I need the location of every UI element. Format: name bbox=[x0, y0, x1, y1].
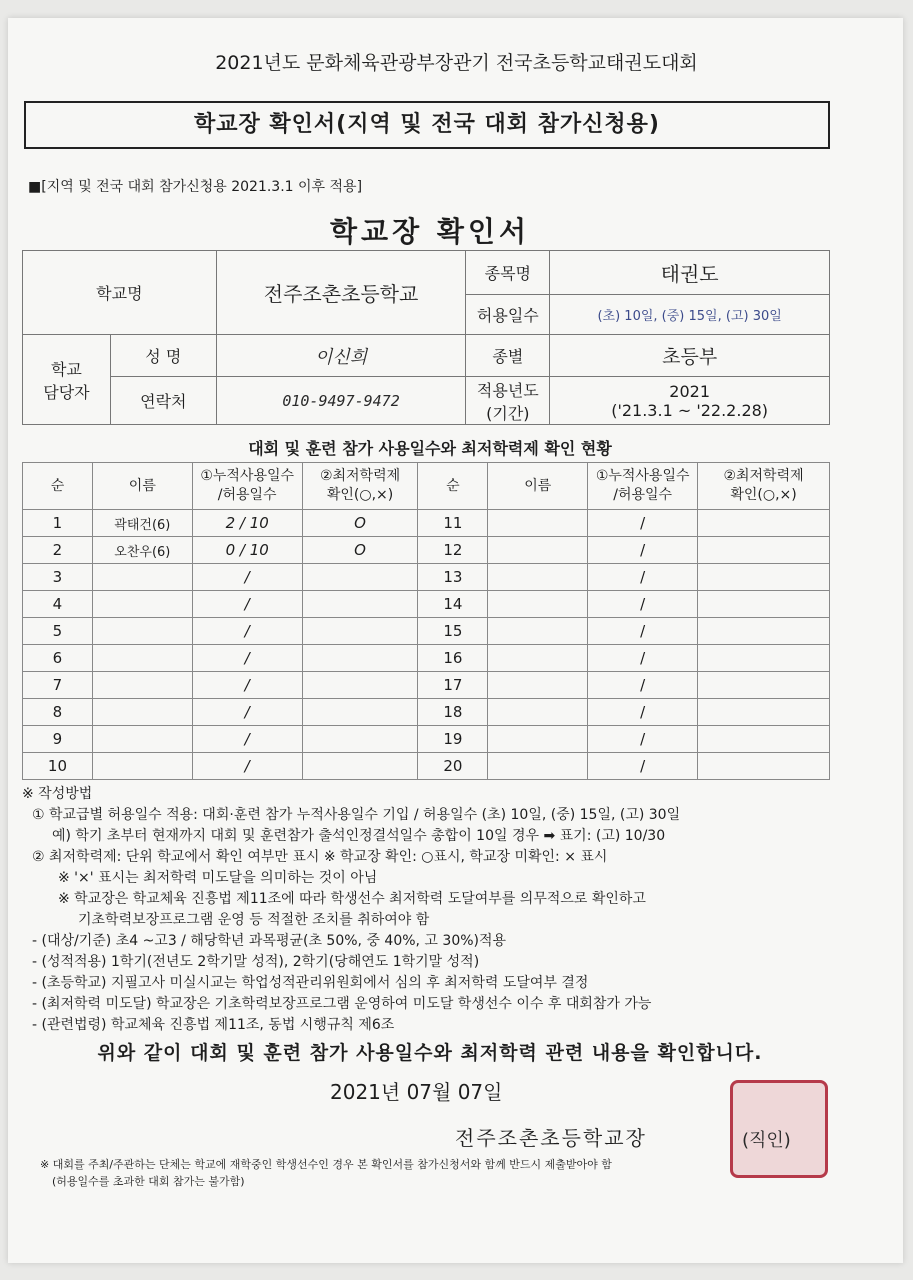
table-row bbox=[23, 537, 830, 564]
school-value: 전주조촌초등학교 bbox=[216, 251, 466, 335]
row-edu-2 bbox=[698, 699, 830, 726]
row-name: 곽태건(6) bbox=[92, 510, 192, 537]
row-seq-2: 16 bbox=[418, 645, 488, 672]
name-value: 이신희 bbox=[216, 335, 466, 377]
row-seq-2: 14 bbox=[418, 591, 488, 618]
row-name-2 bbox=[488, 645, 588, 672]
note-line: - (성적적용) 1학기(전년도 2학기말 성적), 2학기(당해연도 1학기말 성적) bbox=[32, 954, 480, 970]
row-edu-2 bbox=[698, 510, 830, 537]
principal-name: 전주조촌초등학교장 bbox=[455, 1126, 647, 1150]
note-line: - (최저학력 미도달) 학교장은 기초학력보장프로그램 운영하여 미도달 학생선수 이수 후 대회참가 가능 bbox=[32, 996, 652, 1012]
division-label: 종별 bbox=[466, 335, 550, 377]
table-row bbox=[23, 618, 830, 645]
row-name-2 bbox=[488, 618, 588, 645]
row-days-2: / bbox=[588, 618, 698, 645]
row-seq: 8 bbox=[23, 699, 93, 726]
name-label: 성 명 bbox=[110, 335, 216, 377]
confirmation-statement: 위와 같이 대회 및 훈련 참가 사용일수와 최저학력 관련 내용을 확인합니다. bbox=[97, 1042, 763, 1064]
writing-instructions bbox=[22, 784, 842, 1036]
row-days-2: / bbox=[588, 753, 698, 780]
row-edu bbox=[302, 726, 418, 753]
row-name bbox=[92, 726, 192, 753]
row-edu bbox=[302, 564, 418, 591]
row-days: 0 / 10 bbox=[192, 537, 302, 564]
row-edu-2 bbox=[698, 591, 830, 618]
row-days: / bbox=[192, 672, 302, 699]
row-days: / bbox=[192, 726, 302, 753]
row-name bbox=[92, 672, 192, 699]
row-name-2 bbox=[488, 699, 588, 726]
footer-note: ※ 대회를 주최/주관하는 단체는 학교에 재학중인 학생선수인 경우 본 확인서를 참가신청서와 함께 반드시 제출받아야 함 (허용일수를 초과한 대회 참가는 불가함) bbox=[40, 1158, 612, 1188]
note-line: - (관련법령) 학교체육 진흥법 제11조, 동법 시행규칙 제6조 bbox=[32, 1017, 395, 1033]
note-line: ② 최저학력제: 단위 학교에서 확인 여부만 표시 ※ 학교장 확인: ○표시, 학교장 미확인: × 표시 bbox=[32, 849, 608, 865]
table-row bbox=[23, 510, 830, 537]
row-edu-2 bbox=[698, 564, 830, 591]
header-seq-2: 순 bbox=[418, 463, 488, 510]
row-name bbox=[92, 753, 192, 780]
sport-value: 태권도 bbox=[550, 251, 830, 295]
note-line: ※ 작성방법 bbox=[22, 786, 93, 802]
division-value: 초등부 bbox=[550, 335, 830, 377]
row-edu bbox=[302, 645, 418, 672]
row-seq-2: 11 bbox=[418, 510, 488, 537]
header-name: 이름 bbox=[92, 463, 192, 510]
row-days: / bbox=[192, 564, 302, 591]
contact-label: 연락처 bbox=[110, 377, 216, 425]
row-days-2: / bbox=[588, 699, 698, 726]
seal-label: (직인) bbox=[742, 1130, 791, 1151]
row-seq: 3 bbox=[23, 564, 93, 591]
row-name: 오찬우(6) bbox=[92, 537, 192, 564]
row-days-2: / bbox=[588, 591, 698, 618]
row-days-2: / bbox=[588, 564, 698, 591]
row-days: / bbox=[192, 645, 302, 672]
row-seq: 5 bbox=[23, 618, 93, 645]
title-box: 학교장 확인서(지역 및 전국 대회 참가신청용) bbox=[24, 101, 830, 149]
table-row bbox=[23, 726, 830, 753]
row-days: / bbox=[192, 618, 302, 645]
competition-title: 2021년도 문화체육관광부장관기 전국초등학교태권도대회 bbox=[215, 52, 698, 74]
note-line: 기초학력보장프로그램 운영 등 적절한 조치를 취하여야 함 bbox=[78, 912, 430, 928]
row-edu bbox=[302, 591, 418, 618]
row-days: / bbox=[192, 699, 302, 726]
note-line: - (초등학교) 지필고사 미실시교는 학업성적관리위원회에서 심의 후 최저학력 도달여부 결정 bbox=[32, 975, 589, 991]
row-days-2: / bbox=[588, 672, 698, 699]
row-days: / bbox=[192, 591, 302, 618]
row-seq-2: 17 bbox=[418, 672, 488, 699]
note-line: - (대상/기준) 초4 ~고3 / 해당학년 과목평균(초 50%, 중 40%, 고 30%)적용 bbox=[32, 933, 507, 949]
row-name bbox=[92, 618, 192, 645]
row-days-2: / bbox=[588, 726, 698, 753]
row-name bbox=[92, 564, 192, 591]
row-seq: 4 bbox=[23, 591, 93, 618]
row-edu: O bbox=[302, 510, 418, 537]
row-days-2: / bbox=[588, 510, 698, 537]
school-label: 학교명 bbox=[23, 251, 217, 335]
period-label: 적용년도 (기간) bbox=[466, 377, 550, 425]
table-row bbox=[23, 564, 830, 591]
row-seq: 1 bbox=[23, 510, 93, 537]
header-seq: 순 bbox=[23, 463, 93, 510]
row-days-2: / bbox=[588, 537, 698, 564]
row-name bbox=[92, 591, 192, 618]
row-edu: O bbox=[302, 537, 418, 564]
row-seq-2: 19 bbox=[418, 726, 488, 753]
table-row bbox=[23, 672, 830, 699]
row-name bbox=[92, 645, 192, 672]
row-name-2 bbox=[488, 753, 588, 780]
row-seq: 10 bbox=[23, 753, 93, 780]
row-edu-2 bbox=[698, 537, 830, 564]
row-seq-2: 15 bbox=[418, 618, 488, 645]
row-name-2 bbox=[488, 726, 588, 753]
header-edu: ②최저학력제 확인(○,×) bbox=[302, 463, 418, 510]
staff-label: 학교 담당자 bbox=[23, 335, 111, 425]
note-line: ① 학교급별 허용일수 적용: 대회·훈련 참가 누적사용일수 기입 / 허용일수 (초) 10일, (중) 15일, (고) 30일 bbox=[32, 807, 681, 823]
row-edu bbox=[302, 672, 418, 699]
row-name-2 bbox=[488, 510, 588, 537]
period-value: 2021 ('21.3.1 ~ '22.2.28) bbox=[550, 377, 830, 425]
row-edu-2 bbox=[698, 645, 830, 672]
allowed-value: (초) 10일, (중) 15일, (고) 30일 bbox=[550, 295, 830, 335]
row-seq: 2 bbox=[23, 537, 93, 564]
contact-value: 010-9497-9472 bbox=[216, 377, 466, 425]
note-line: ※ 학교장은 학교체육 진흥법 제11조에 따라 학생선수 최저학력 도달여부를 의무적으로 확인하고 bbox=[58, 891, 646, 907]
row-edu-2 bbox=[698, 672, 830, 699]
table-row bbox=[23, 753, 830, 780]
applies-note: ■[지역 및 전국 대회 참가신청용 2021.3.1 이후 적용] bbox=[28, 179, 363, 195]
sport-label: 종목명 bbox=[466, 251, 550, 295]
allowed-label: 허용일수 bbox=[466, 295, 550, 335]
note-line: 예) 학기 초부터 현재까지 대회 및 훈련참가 출석인정결석일수 총합이 10일 경우 ➡ 표기: (고) 10/30 bbox=[52, 828, 666, 844]
row-edu bbox=[302, 699, 418, 726]
table-row bbox=[23, 591, 830, 618]
issue-date: 2021년 07월 07일 bbox=[330, 1080, 503, 1104]
info-table bbox=[22, 250, 830, 425]
row-seq-2: 12 bbox=[418, 537, 488, 564]
row-name bbox=[92, 699, 192, 726]
document-title: 학교장 확인서 bbox=[329, 215, 531, 248]
section-title: 대회 및 훈련 참가 사용일수와 최저학력제 확인 현황 bbox=[248, 439, 612, 458]
header-name-2: 이름 bbox=[488, 463, 588, 510]
table-row bbox=[23, 699, 830, 726]
row-edu-2 bbox=[698, 618, 830, 645]
row-edu-2 bbox=[698, 726, 830, 753]
row-days-2: / bbox=[588, 645, 698, 672]
note-line: ※ '×' 표시는 최저학력 미도달을 의미하는 것이 아님 bbox=[58, 870, 378, 886]
row-days: / bbox=[192, 753, 302, 780]
row-name-2 bbox=[488, 564, 588, 591]
row-name-2 bbox=[488, 537, 588, 564]
row-edu-2 bbox=[698, 753, 830, 780]
row-days: 2 / 10 bbox=[192, 510, 302, 537]
row-edu bbox=[302, 618, 418, 645]
row-name-2 bbox=[488, 672, 588, 699]
row-name-2 bbox=[488, 591, 588, 618]
row-edu bbox=[302, 753, 418, 780]
row-seq-2: 18 bbox=[418, 699, 488, 726]
row-seq: 7 bbox=[23, 672, 93, 699]
row-seq: 6 bbox=[23, 645, 93, 672]
row-seq-2: 13 bbox=[418, 564, 488, 591]
usage-table bbox=[22, 462, 830, 780]
header-days: ①누적사용일수 /허용일수 bbox=[192, 463, 302, 510]
header-edu-2: ②최저학력제 확인(○,×) bbox=[698, 463, 830, 510]
row-seq: 9 bbox=[23, 726, 93, 753]
header-days-2: ①누적사용일수 /허용일수 bbox=[588, 463, 698, 510]
table-row bbox=[23, 645, 830, 672]
row-seq-2: 20 bbox=[418, 753, 488, 780]
